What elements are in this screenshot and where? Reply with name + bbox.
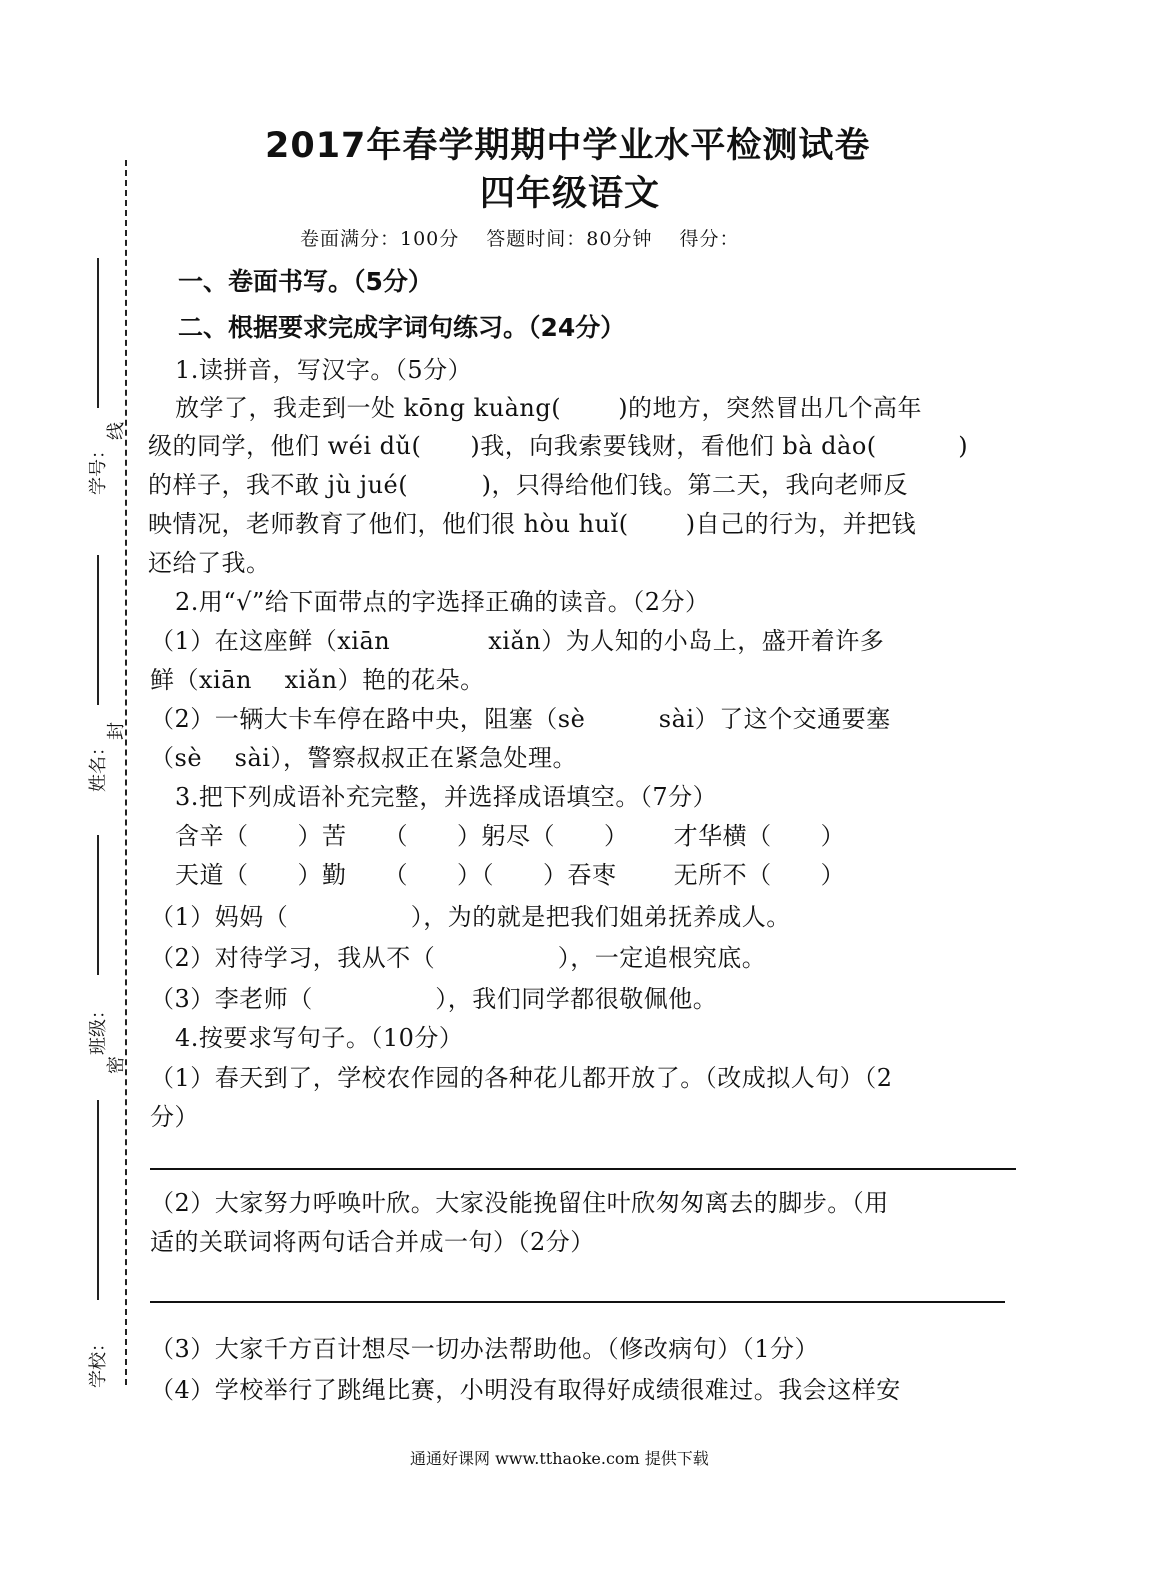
q2-line: （sè sài），警察叔叔正在紧急处理。	[150, 744, 577, 772]
page-footer: 通通好课网 www.tthaoke.com 提供下载	[410, 1449, 709, 1468]
q1-line: 的样子，我不敢 jù jué( )，只得给他们钱。第二天，我向老师反	[148, 471, 908, 499]
q1-line: 映情况，老师教育了他们，他们很 hòu huǐ( )自己的行为，并把钱	[148, 510, 917, 538]
q4-item: （1）春天到了，学校农作园的各种花儿都开放了。（改成拟人句）（2	[150, 1064, 893, 1092]
exam-title: 2017年春学期期中学业水平检测试卷	[265, 126, 871, 166]
q3-idiom-row: 天道（ ）勤 （ ）（ ）吞枣 无所不（ ）	[175, 861, 846, 889]
class-label: 班级：	[88, 1001, 109, 1055]
q1-heading: 1.读拼音，写汉字。（5分）	[175, 356, 473, 384]
student-id-label: 学号：	[88, 441, 109, 495]
q4-item: （4）学校举行了跳绳比赛，小明没有取得好成绩很难过。我会这样安	[150, 1376, 901, 1404]
student-id-fill-line	[97, 258, 99, 408]
q3-fill-sentence: （2）对待学习，我从不（ ），一定追根究底。	[150, 944, 767, 972]
seal-mark-xian: 线	[106, 422, 127, 440]
seal-mark-mi: 密	[106, 1056, 127, 1074]
q4-item: 适的关联词将两句话合并成一句）（2分）	[150, 1228, 595, 1256]
section-word-practice: 二、根据要求完成字词句练习。（24分）	[178, 313, 626, 342]
section-handwriting: 一、卷面书写。（5分）	[178, 267, 433, 296]
q4-heading: 4.按要求写句子。（10分）	[175, 1024, 464, 1052]
q4-item: （2）大家努力呼唤叶欣。大家没能挽留住叶欣匆匆离去的脚步。（用	[150, 1189, 889, 1217]
q4-item: 分）	[150, 1103, 199, 1131]
exam-subject: 四年级语文	[480, 174, 661, 214]
name-label: 姓名：	[88, 738, 109, 792]
q3-idiom-row: 含辛（ ）苦 （ ）躬尽（ ） 才华横（ ）	[175, 822, 846, 850]
q2-heading: 2.用“√”给下面带点的字选择正确的读音。（2分）	[175, 588, 710, 616]
school-label: 学校：	[88, 1334, 109, 1388]
exam-meta: 卷面满分：100分 答题时间：80分钟 得分：	[300, 228, 740, 250]
q3-fill-sentence: （3）李老师（ ），我们同学都很敬佩他。	[150, 985, 718, 1013]
answer-line	[150, 1168, 1016, 1170]
q2-line: （2）一辆大卡车停在路中央，阻塞（sè sài）了这个交通要塞	[150, 705, 891, 733]
q3-heading: 3.把下列成语补充完整，并选择成语填空。（7分）	[175, 783, 718, 811]
q1-line: 级的同学，他们 wéi dǔ( )我，向我索要钱财，看他们 bà dào( )	[148, 432, 969, 460]
q2-line: （1）在这座鲜（xiān xiǎn）为人知的小岛上，盛开着许多	[150, 627, 885, 655]
q4-item: （3）大家千方百计想尽一切办法帮助他。（修改病句）（1分）	[150, 1335, 820, 1363]
seal-line-dashed	[125, 160, 127, 1385]
name-fill-line	[97, 555, 99, 705]
q3-fill-sentence: （1）妈妈（ ），为的就是把我们姐弟抚养成人。	[150, 903, 791, 931]
school-fill-line	[97, 1100, 99, 1300]
answer-line	[150, 1301, 1005, 1303]
class-fill-line	[97, 835, 99, 975]
q1-line: 放学了，我走到一处 kōng kuàng( )的地方，突然冒出几个高年	[175, 394, 923, 422]
q2-line: 鲜（xiān xiǎn）艳的花朵。	[150, 666, 485, 694]
q1-line: 还给了我。	[148, 549, 271, 577]
seal-mark-feng: 封	[106, 722, 127, 740]
